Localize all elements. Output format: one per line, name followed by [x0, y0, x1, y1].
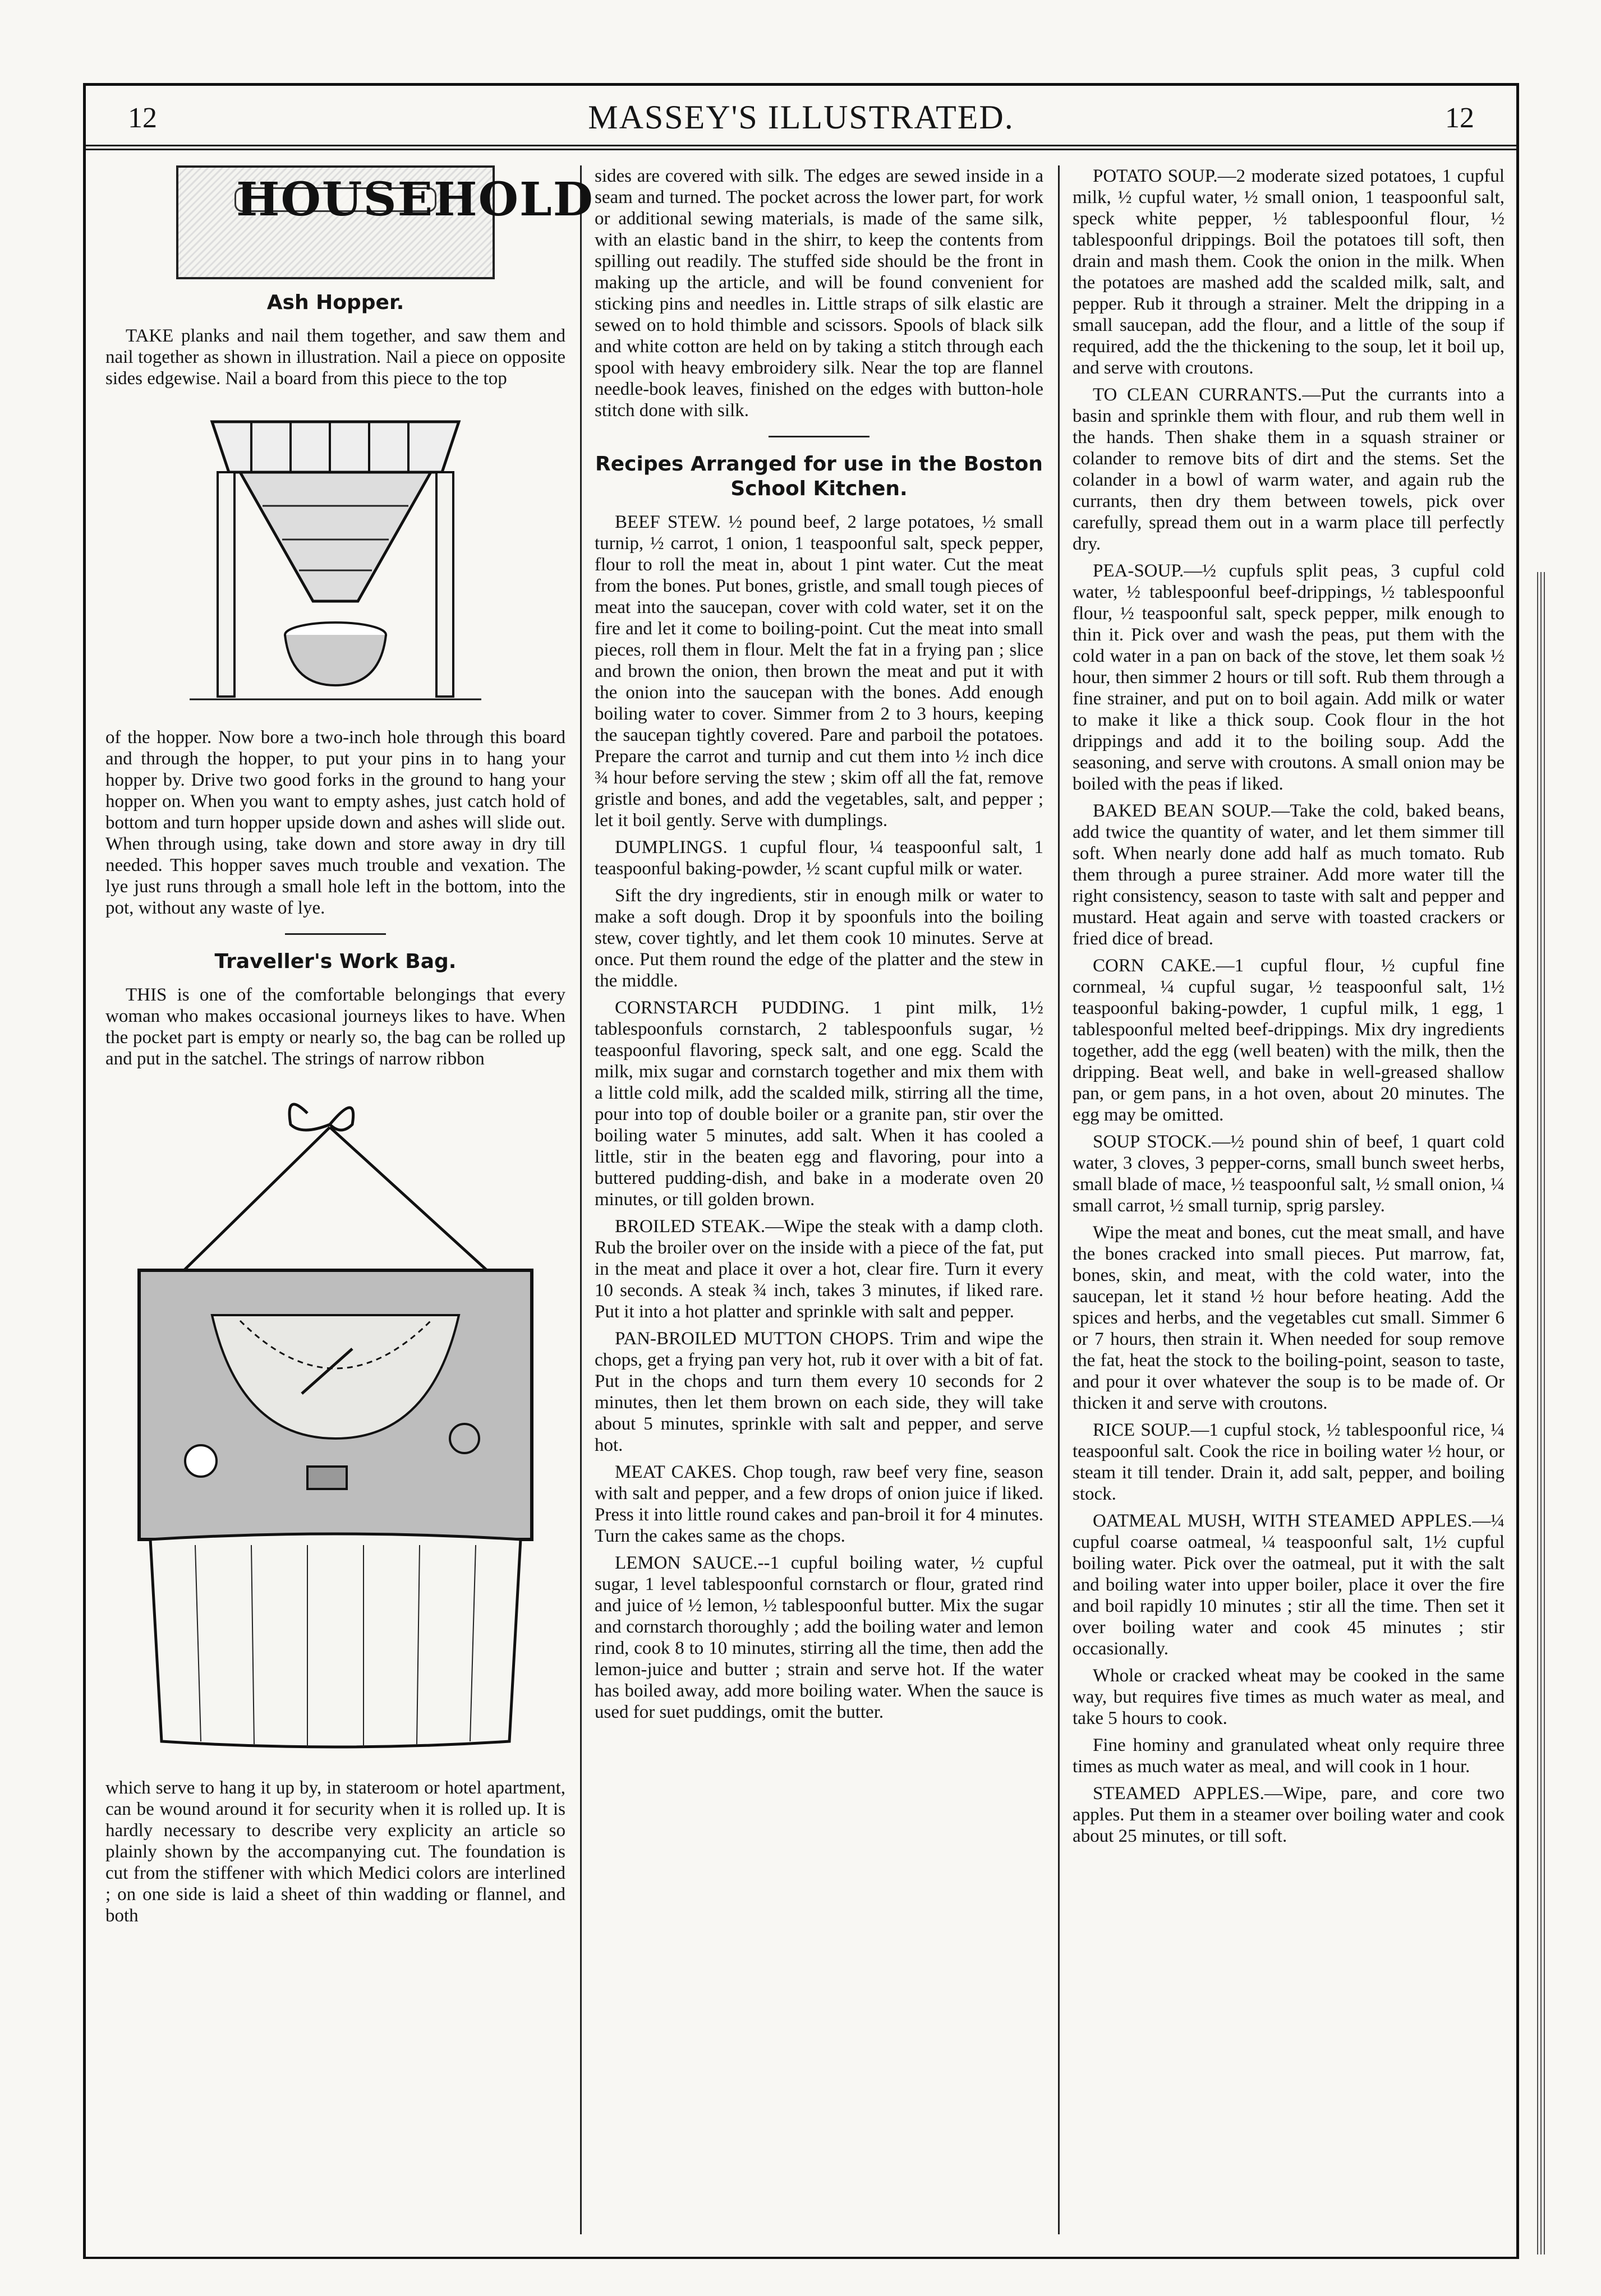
recipe-title: CORNSTARCH PUDDING. — [615, 998, 850, 1018]
recipe-text: ½ pound beef, 2 large potatoes, ½ small turnip, ½ carrot, 1 onion, 1 teaspoonful salt, speck pepper, flour to roll the meat in, about 1 pint water. Cut the meat from the bones. Put bones, gristle, and small tough pieces of meat into the saucepan, cover with cold water, set it on the fire and let it come to boiling-point. Cut the meat into small pieces, roll them in flour. Melt the fat in a frying pan ; slice and brown the onion, then brown the meat and put it with the onion into the saucepan with the bones. Add enough boiling water to cover. Simmer from 2 to 3 hours, keeping the saucepan tightly covered. Pare and parboil the potatoes. Prepare the carrot and turnip and cut them into ½ inch dice ¾ hour before serving the stew ; skim off all the fat, remove gristle and bones, and add the vegetables, salt, and pepper ; let it boil gently. Serve with dumplings. — [595, 512, 1043, 831]
recipe-lemon-sauce — [595, 1552, 1043, 1723]
paragraph: Wipe the meat and bones, cut the meat small, and have the bones cracked into small pieces. Put marrow, fat, bones, skin, and meat, with the cold water, into the saucepan, let it stand ½ hour before heating. Add the spices and herbs, and the vegetables cut small. Simmer 6 or 7 hours, then strain it. When needed for soup remove the fat, heat the stock to the boiling-point, season to taste, and pour it over whatever the soup is to be made of. Or thicken it and serve with croutons. — [1073, 1223, 1505, 1413]
recipe-pea-soup — [1073, 560, 1505, 795]
recipe-title: RICE SOUP. — [1093, 1420, 1191, 1440]
column-1 — [105, 165, 594, 2234]
recipe-text: —1 cupful stock, ½ tablespoonful rice, ¼ teaspoonful salt. Cook the rice in boiling water ½ hour, or steam it till tender. Drain it, add salt, pepper, and boiling stock. — [1073, 1420, 1505, 1504]
recipe-beef-stew — [595, 511, 1043, 831]
recipe-title: LEMON SAUCE. — [615, 1553, 758, 1573]
recipe-text: —½ pound shin of beef, 1 quart cold water, 3 cloves, 3 pepper-corns, small bunch sweet herbs, small blade of mace, ½ teaspoonful salt, ½ small onion, ¼ small carrot, ½ small turnip, sprig parsley. — [1073, 1132, 1505, 1216]
recipe-title: PAN-BROILED MUTTON CHOPS. — [615, 1329, 894, 1349]
paragraph: THIS is one of the comfortable belongings that every woman who makes occasional journeys likes to have. When the pocket part is empty or nearly so, the bag can be rolled up and put in the satchel. The strings of narrow ribbon — [105, 985, 565, 1069]
paragraph: Fine hominy and granulated wheat only require three times as much water as meal, and will cook in 1 hour. — [1073, 1735, 1505, 1777]
recipe-title: PEA-SOUP. — [1093, 561, 1184, 581]
recipe-steamed-apples — [1073, 1783, 1505, 1847]
page-number-right: 12 — [1445, 102, 1474, 134]
recipe-title: OATMEAL MUSH, WITH STEAMED APPLES. — [1093, 1511, 1473, 1531]
recipe-text: 1 pint milk, 1½ tablespoonfuls cornstarch, 2 tablespoonfuls sugar, ½ teaspoonful flavoring, speck salt, and one egg. Scald the milk, mix sugar and cornstarch together and mix them with a little cold milk, add the scalded milk, stirring all the time, pour into top of double boiler or a granite pan, stir over the boiling water 5 minutes, add salt. When it has cooled a little, stir in the beaten egg and flavoring, pour into a buttered pudding-dish, and bake in a moderate oven 20 minutes, or till golden brown. — [595, 998, 1043, 1210]
recipe-title: TO CLEAN CURRANTS. — [1093, 385, 1303, 405]
recipe-dumplings — [595, 837, 1043, 879]
recipe-title: POTATO SOUP. — [1093, 166, 1218, 186]
recipe-text: Trim and wipe the chops, get a frying pan very hot, rub it over with a bit of fat. Put in the chops and turn them every 10 seconds for 2 minutes, then let them brown on each side, they will take about 5 minutes, sprinkle with salt and pepper, and serve hot. — [595, 1329, 1044, 1455]
column-rule — [1058, 165, 1060, 2234]
recipe-text: —Wipe the steak with a damp cloth. Rub the broiler over on the inside with a piece of the fat, put in the meat and place it over a hot, clear fire. Turn it every 10 seconds. A steak ¾ inch, takes 3 minutes, if liked rare. Put it into a hot platter and sprinkle with salt and pepper. — [595, 1216, 1043, 1322]
recipe-text: —1 cupful flour, ½ cupful fine cornmeal, ¼ cupful sugar, ½ teaspoonful salt, 1½ teaspoonful baking-powder, 1 cupful milk, 1 egg, 1 tablespoonful melted beef-drippings. Mix dry ingredients together, add the egg (well beaten) with the milk, then the dripping. Beat well, and bake in well-greased shallow pan, or gem pans, in a hot oven, about 20 minutes. The egg may be omitted. — [1073, 956, 1505, 1125]
recipe-baked-bean-soup — [1073, 800, 1505, 949]
page-number-left: 12 — [128, 102, 157, 134]
heading-recipes: Recipes Arranged for use in the Boston School Kitchen. — [595, 453, 1043, 500]
separator — [285, 933, 386, 935]
recipe-title: SOUP STOCK. — [1093, 1132, 1212, 1152]
recipe-text: —¼ cupful coarse oatmeal, ¼ teaspoonful salt, 1½ cupful boiling water. Pick over the oatmeal, put it with the salt and boiling water into upper boiler, place it over the fire and boil rapidly 10 minutes ; stir all the time. Then set it over boiling water and cook 45 minutes ; stir occasionally. — [1073, 1511, 1505, 1659]
recipe-title: CORN CAKE. — [1093, 956, 1216, 976]
paragraph: TAKE planks and nail them together, and saw them and nail together as shown in illustration. Nail a piece on opposite sides edgewise. Nail a board from this piece to the top — [105, 326, 565, 389]
recipe-text: 1 cupful flour, ¼ teaspoonful salt, 1 teaspoonful baking-powder, ½ scant cupful milk or water. — [595, 837, 1044, 879]
paragraph: which serve to hang it up by, in stateroom or hotel apartment, can be wound around it for security when it is rolled up. It is hardly necessary to describe very explicity an article so plainly shown by the accompanying cut. The foundation is cut from the stiffener with which Medici colors are interlined ; on one side is laid a sheet of thin wadding or flannel, and both — [105, 1778, 565, 1926]
recipe-potato-soup — [1073, 165, 1505, 379]
recipe-text: --1 cupful boiling water, ½ cupful sugar, 1 level tablespoonful cornstarch or flour, grated rind and juice of ½ lemon, ½ tablespoonful butter. Mix the sugar and cornstarch thoroughly ; add the boiling water and lemon rind, cook 8 to 10 minutes, stirring all the time, then add the lemon-juice and butter ; strain and serve hot. If the water has boiled away, add more boiling water. When the sauce is used for suet puddings, omit the butter. — [595, 1553, 1043, 1722]
banner-word: HOUSEHOLD — [234, 187, 436, 212]
separator — [769, 436, 869, 437]
margin-border — [1537, 572, 1547, 2254]
recipe-text: Chop tough, raw beef very fine, season with salt and pepper, and a few drops of onion juice if liked. Press it into little round cakes and pan-broil it for 4 minutes. Turn the cakes same as the chops. — [595, 1462, 1043, 1546]
recipe-text: —Wipe, pare, and core two apples. Put them in a steamer over boiling water and cook about 25 minutes, or till soft. — [1073, 1783, 1505, 1846]
work-bag-illustration — [117, 1080, 554, 1764]
paragraph: of the hopper. Now bore a two-inch hole through this board and through the hopper, to put your pins in to hang your hopper by. Drive two good forks in the ground to hang your hopper on. When you want to empty ashes, just catch hold of bottom and turn hopper upside down and ashes will slide out. When through using, take down and store away in dry till needed. This hopper saves much trouble and vexation. The lye just runs through a small hole left in the bottom, into the pot, without any waste of lye. — [105, 727, 565, 918]
recipe-cornstarch-pudding — [595, 997, 1043, 1210]
column-2 — [595, 165, 1043, 2234]
recipe-clean-currants — [1073, 384, 1505, 555]
recipe-title: BEEF STEW. — [615, 512, 721, 532]
column-rule — [580, 165, 582, 2234]
household-banner — [176, 165, 594, 279]
heading-work-bag: Traveller's Work Bag. — [214, 950, 457, 973]
column-3 — [1073, 165, 1505, 2234]
magazine-title: MASSEY'S ILLUSTRATED. — [588, 99, 1014, 136]
recipe-title: DUMPLINGS. — [615, 837, 728, 857]
paragraph: sides are covered with silk. The edges are sewed inside in a seam and turned. The pocket across the lower part, for work or additional sewing materials, is made of the same silk, with an elastic band in the shirr, to keep the contents from spilling out readily. The stuffed side should be the front in making up the article, and will be found convenient for sticking pins and needles in. Little straps of silk elastic are sewed on to hold thimble and scissors. Spools of black silk and white cotton are held on by taking a stitch through each spool with heavy embroidery silk. Near the top are flannel needle-book leaves, finished on the edges with button-hole stitch done with silk. — [595, 166, 1043, 421]
recipe-title: MEAT CAKES. — [615, 1462, 737, 1482]
recipe-soup-stock — [1073, 1131, 1505, 1216]
ash-hopper-illustration — [178, 399, 493, 713]
recipe-title: STEAMED APPLES. — [1093, 1783, 1264, 1804]
recipe-title: BROILED STEAK. — [615, 1216, 766, 1237]
recipe-text: —½ cupfuls split peas, 3 cupful cold water, ½ tablespoonful beef-drippings, ½ tablespoonful flour, ½ teaspoonful salt, speck pepper, milk enough to thin it. Pick over and wash the peas, put them with the cold water in a pan on back of the stove, let them soak ½ hour, then simmer 2 hours or till soft. Rub them through a fine strainer, and put on to boil again. Add milk or water to make it like a thick soup. Cook flour in the hot drippings and add it to the boiling soup. Add the seasoning, and serve with croutons. A small onion may be boiled with the peas if liked. — [1073, 561, 1505, 794]
paragraph: Whole or cracked wheat may be cooked in the same way, but requires five times as much water as meal, and take 5 hours to cook. — [1073, 1666, 1505, 1728]
recipe-text: —Take the cold, baked beans, add twice the quantity of water, and let them simmer till soft. When nearly done add half as much tomato. Rub them through a puree strainer. Add more water till the right consistency, season to taste with salt and pepper and mustard. Heat again and serve with toasted crackers or fried dice of bread. — [1073, 801, 1505, 949]
heading-ash-hopper: Ash Hopper. — [266, 291, 404, 314]
recipe-corn-cake — [1073, 955, 1505, 1126]
recipe-rice-soup — [1073, 1419, 1505, 1505]
recipe-broiled-steak — [595, 1216, 1043, 1322]
recipe-oatmeal-mush — [1073, 1510, 1505, 1659]
recipe-title: BAKED BEAN SOUP. — [1093, 801, 1272, 821]
recipe-text: —2 moderate sized potatoes, 1 cupful milk, ½ cupful water, ½ small onion, 1 teaspoonful salt, speck white pepper, ½ tablespoonful flour, ½ tablespoonful drippings. Boil the potatoes till soft, then drain and mash them. Cook the onion in the milk. When the potatoes are mashed add the scalded milk, salt, and pepper. Rub it through a strainer. Melt the dripping in a small saucepan, add the flour, and a little of the soup if required, add the the thickening to the soup, let it boil up, and serve with croutons. — [1073, 166, 1505, 378]
paragraph: Sift the dry ingredients, stir in enough milk or water to make a soft dough. Drop it by spoonfuls into the boiling stew, cover tightly, and let them cook 10 minutes. Serve at once. Put them round the edge of the platter and the stew in the middle. — [595, 886, 1043, 991]
recipe-meat-cakes — [595, 1461, 1043, 1547]
recipe-text: —Put the currants into a basin and sprinkle them with flour, and rub them well in the hands. Then shake them in a squash strainer or colander to remove bits of dirt and the stems. Set the colander in a bowl of warm water, and again rub the currants, then dry them between towels, pick over carefully, spread them out in a warm place till perfectly dry. — [1073, 385, 1505, 554]
masthead — [83, 83, 1519, 150]
recipe-mutton-chops — [595, 1328, 1043, 1456]
